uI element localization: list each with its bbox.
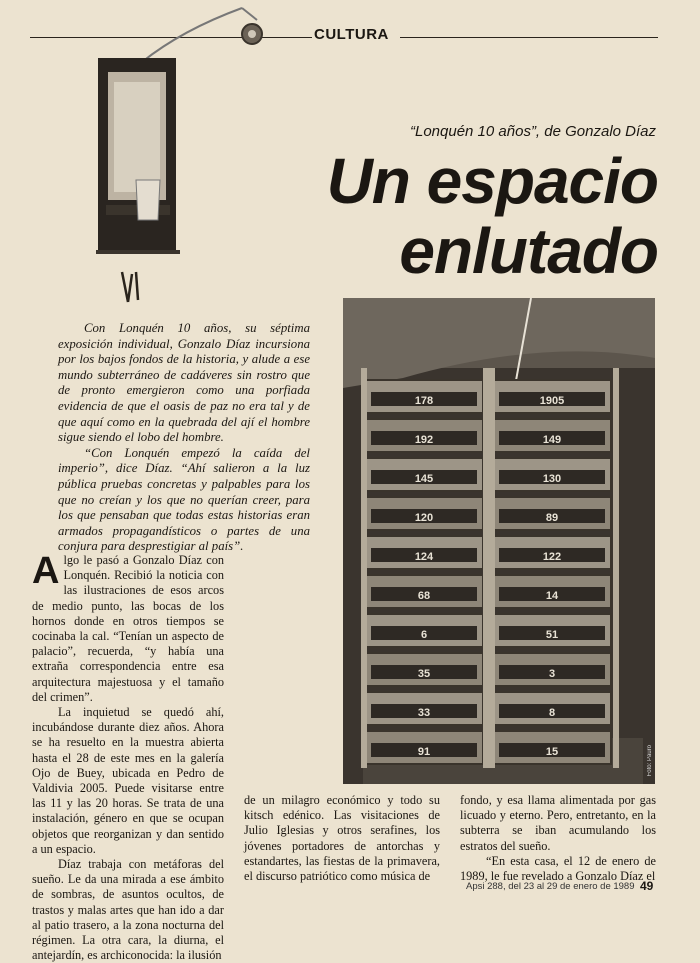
crate-number: 35 bbox=[417, 668, 431, 680]
crate-number: 14 bbox=[545, 590, 559, 602]
body-column-2 bbox=[244, 793, 440, 884]
installation-photo bbox=[343, 298, 655, 784]
headline-line2: enlutado bbox=[399, 215, 658, 287]
crate-number: 68 bbox=[417, 590, 431, 602]
crate-number: 124 bbox=[414, 551, 434, 563]
headline-line1: Un espacio bbox=[326, 145, 658, 217]
column1-paragraph-1-text: lgo le pasó a Gonzalo Díaz con Lonquén. Recibió la noticia con las ilustraciones de esos arcos de medio punto, las bocas de los hornos donde en otros tiempos se cocinaba la cal. “Tenían un aspecto de palacio”, recuerda, “y había una extraña correspondencia entre esa arquitectura majestuosa y el tamaño del crimen”. bbox=[32, 553, 224, 704]
crate-number: 145 bbox=[414, 473, 434, 485]
crate-number: 8 bbox=[548, 707, 556, 719]
crate-number: 15 bbox=[545, 746, 559, 758]
wooden-post bbox=[483, 368, 489, 768]
decorative-mark bbox=[118, 270, 142, 306]
artwork-photo bbox=[92, 0, 282, 260]
header-rule-right bbox=[400, 37, 658, 38]
crate-number: 1905 bbox=[539, 395, 565, 407]
issue-info: Apsi 288, del 23 al 29 de enero de 1989 bbox=[466, 881, 635, 892]
column1-paragraph-3: Díaz trabaja con metáforas del sueño. Le da una mirada a ese ámbito de sombras, de asuntos ocultos, de trastos y malas artes que han ido a dar al patio trasero, a la zona nocturna del régimen. La otra cara, la diurna, el antejardín, es archiconocida: la ilusión bbox=[32, 857, 224, 963]
wooden-post bbox=[613, 368, 619, 768]
mark-icon bbox=[118, 270, 142, 306]
crate-number: 91 bbox=[417, 746, 431, 758]
body-column-3 bbox=[460, 793, 656, 884]
crate-number: 192 bbox=[414, 434, 434, 446]
wooden-post bbox=[489, 368, 495, 768]
crate-number: 178 bbox=[414, 395, 434, 407]
article-subtitle: “Lonquén 10 años”, de Gonzalo Díaz bbox=[410, 123, 656, 140]
crate-number: 51 bbox=[545, 629, 559, 641]
page-number: 49 bbox=[640, 879, 654, 893]
photo-credit: Foto: Pauro bbox=[647, 744, 653, 776]
column2-paragraph-1: de un milagro económico y todo su kitsch edénico. Las visitaciones de Julio Iglesias y otros serafines, los jóvenes portadores de antorchas y estandartes, las fiestas de la primavera, el discurso patriótico como música de bbox=[244, 793, 440, 884]
crate-number: 3 bbox=[548, 668, 556, 680]
section-label: CULTURA bbox=[314, 26, 389, 43]
body-column-1 bbox=[32, 550, 224, 963]
crate-number: 122 bbox=[542, 551, 562, 563]
crate-number: 120 bbox=[414, 512, 434, 524]
intro-paragraph-2: “Con Lonquén empezó la caída del imperio”, dice Díaz. “Ahí salieron a la luz pública pruebas concretas y palpables para los que no creían y los que no querían creer, para los que pensaban que todas estas historias eran armados propagandísticos o partes de una conjura para desprestigiar al país”. bbox=[58, 445, 310, 554]
crate-number: 130 bbox=[542, 473, 562, 485]
column3-paragraph-2: “En esta casa, el 12 de enero de 1989, le fue revelado a Gonzalo Díaz el bbox=[460, 853, 656, 884]
intro-text bbox=[58, 321, 310, 555]
wooden-post bbox=[361, 368, 367, 768]
crates-illustration bbox=[343, 298, 655, 784]
crate-number: 149 bbox=[542, 434, 562, 446]
crate-number: 6 bbox=[420, 629, 428, 641]
column3-paragraph-1: fondo, y esa llama alimentada por gas licuado y eterno. Pero, entretanto, en la subterra se iban acumulando los estratos del sueño. bbox=[460, 793, 656, 853]
crate-number: 33 bbox=[417, 707, 431, 719]
drop-cap: A bbox=[32, 550, 60, 592]
column1-paragraph-1 bbox=[32, 550, 224, 705]
crate-number: 89 bbox=[545, 512, 559, 524]
column1-paragraph-2: La inquietud se quedó ahí, incubándose durante diez años. Ahora se ha resuelto en la muestra abierta hasta el 28 de este mes en la galería Ojo de Buey, ubicada en Pedro de Valdivia 2005. Puede visitarse entre las 11 y las 20 horas. Se trata de una instalación, género en que se ocupan objetos que reorganizan y dan sentido a un espacio. bbox=[32, 705, 224, 856]
intro-paragraph-1: Con Lonquén 10 años, su séptima exposición individual, Gonzalo Díaz incursiona por los bajos fondos de la historia, y alude a ese mundo subterráneo de cadáveres sin rostro que de pronto emergieron como una porfiada evidencia de que el oasis de paz no era tal y de que aquí como en la quebrada del ají el hombre sigue siendo el lobo del hombre. bbox=[58, 321, 310, 445]
artwork-illustration bbox=[92, 0, 282, 260]
